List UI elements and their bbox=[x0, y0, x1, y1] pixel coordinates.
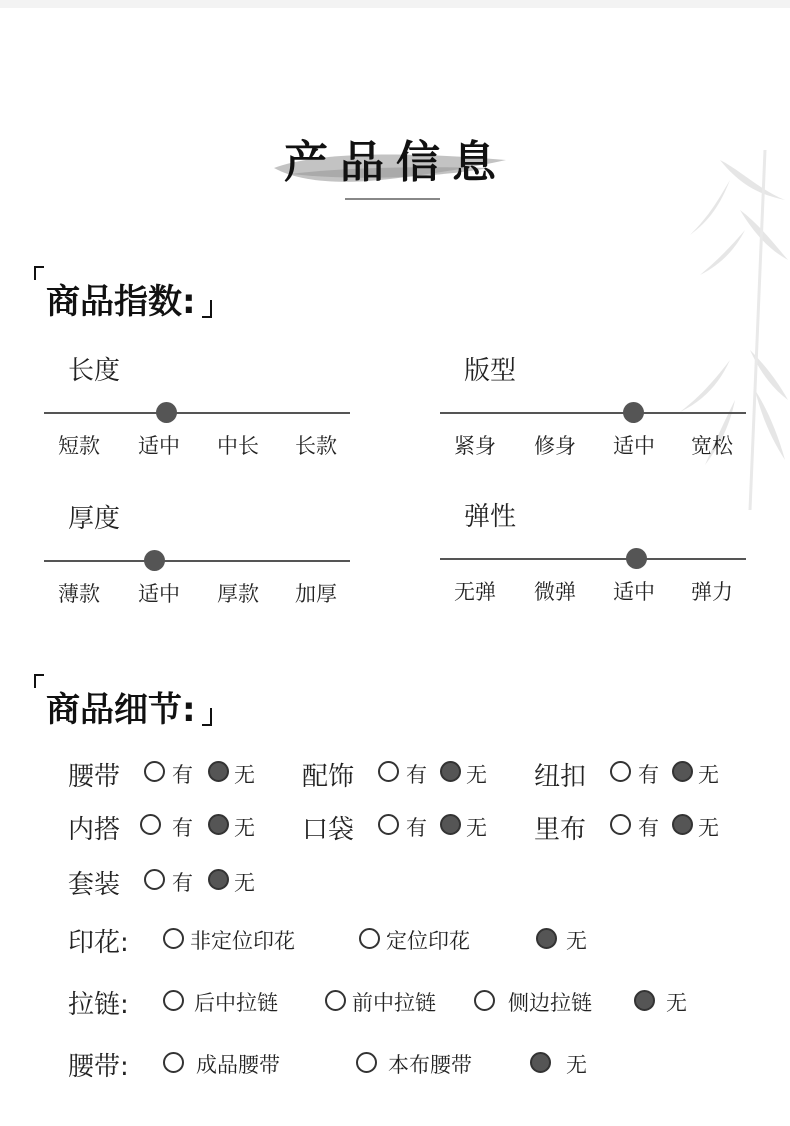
index-section-heading bbox=[34, 266, 224, 326]
radio-yes[interactable] bbox=[144, 869, 165, 890]
slider-label: 厚度 bbox=[68, 504, 121, 534]
detail-heading-text: 商品细节: bbox=[46, 690, 196, 730]
radio-no-label: 无 bbox=[234, 871, 255, 895]
radio-yes-label: 有 bbox=[638, 816, 659, 840]
slider-option: 宽松 bbox=[691, 434, 733, 458]
radio-option-label: 无 bbox=[666, 991, 687, 1015]
radio-option-label: 成品腰带 bbox=[196, 1053, 280, 1077]
bracket-bottom-right bbox=[202, 300, 212, 318]
radio-option-label: 本布腰带 bbox=[388, 1053, 472, 1077]
radio-yes-label: 有 bbox=[172, 763, 193, 787]
thickness-slider bbox=[44, 498, 350, 608]
slider-option: 加厚 bbox=[295, 582, 337, 606]
slider-option: 适中 bbox=[613, 434, 655, 458]
detail-item-name: 配饰 bbox=[302, 762, 355, 792]
radio-option-label: 非定位印花 bbox=[190, 929, 295, 953]
radio-no[interactable] bbox=[672, 814, 693, 835]
radio-option-label: 前中拉链 bbox=[352, 991, 436, 1015]
option-row-name: 印花: bbox=[68, 928, 129, 958]
radio-yes[interactable] bbox=[610, 814, 631, 835]
radio-no-label: 无 bbox=[466, 763, 487, 787]
option-row-name: 腰带: bbox=[68, 1052, 129, 1082]
detail-item-name: 口袋 bbox=[302, 815, 355, 845]
option-row-name: 拉链: bbox=[68, 990, 129, 1020]
print-row bbox=[68, 922, 748, 962]
slider-option: 适中 bbox=[138, 434, 180, 458]
radio-option-label: 侧边拉链 bbox=[508, 991, 592, 1015]
radio-yes-label: 有 bbox=[172, 816, 193, 840]
radio-yes[interactable] bbox=[610, 761, 631, 782]
radio-option[interactable] bbox=[474, 990, 495, 1011]
slider-option: 薄款 bbox=[58, 582, 100, 606]
slider-label: 弹性 bbox=[464, 502, 517, 532]
page-title-block bbox=[270, 118, 530, 208]
radio-option-label: 无 bbox=[566, 929, 587, 953]
radio-option[interactable] bbox=[163, 1052, 184, 1073]
zipper-row bbox=[68, 984, 748, 1024]
radio-option[interactable] bbox=[163, 990, 184, 1011]
detail-section-heading bbox=[34, 674, 224, 734]
radio-no[interactable] bbox=[208, 761, 229, 782]
radio-yes-label: 有 bbox=[406, 763, 427, 787]
slider-option: 修身 bbox=[534, 434, 576, 458]
radio-option-selected[interactable] bbox=[634, 990, 655, 1011]
radio-no[interactable] bbox=[672, 761, 693, 782]
fit-slider bbox=[440, 350, 746, 460]
radio-no-label: 无 bbox=[698, 816, 719, 840]
radio-yes[interactable] bbox=[140, 814, 161, 835]
radio-option[interactable] bbox=[359, 928, 380, 949]
detail-item-name: 里布 bbox=[534, 815, 587, 845]
slider-option: 紧身 bbox=[454, 434, 496, 458]
slider-option: 适中 bbox=[613, 580, 655, 604]
radio-no[interactable] bbox=[440, 814, 461, 835]
radio-option-label: 后中拉链 bbox=[194, 991, 278, 1015]
radio-no-label: 无 bbox=[234, 816, 255, 840]
slider-knob bbox=[626, 548, 647, 569]
radio-option[interactable] bbox=[356, 1052, 377, 1073]
slider-option: 中长 bbox=[217, 434, 259, 458]
detail-item-name: 纽扣 bbox=[534, 762, 587, 792]
radio-option-label: 无 bbox=[566, 1053, 587, 1077]
radio-option-selected[interactable] bbox=[530, 1052, 551, 1073]
slider-option: 长款 bbox=[295, 434, 337, 458]
slider-option: 短款 bbox=[58, 434, 100, 458]
slider-option: 无弹 bbox=[454, 580, 496, 604]
radio-no[interactable] bbox=[208, 814, 229, 835]
slider-knob bbox=[144, 550, 165, 571]
bracket-top-left bbox=[34, 674, 44, 688]
page-title: 产品信息 bbox=[284, 137, 508, 188]
bracket-top-left bbox=[34, 266, 44, 280]
radio-no[interactable] bbox=[208, 869, 229, 890]
slider-option: 适中 bbox=[138, 582, 180, 606]
radio-option-label: 定位印花 bbox=[386, 929, 470, 953]
radio-yes-label: 有 bbox=[406, 816, 427, 840]
radio-yes[interactable] bbox=[378, 761, 399, 782]
slider-knob bbox=[156, 402, 177, 423]
radio-yes-label: 有 bbox=[638, 763, 659, 787]
radio-no-label: 无 bbox=[466, 816, 487, 840]
top-band bbox=[0, 0, 790, 8]
slider-label: 长度 bbox=[68, 356, 121, 386]
elasticity-slider bbox=[440, 496, 746, 606]
slider-label: 版型 bbox=[464, 356, 517, 386]
radio-yes[interactable] bbox=[144, 761, 165, 782]
waistband-row bbox=[68, 1046, 748, 1086]
slider-option: 微弹 bbox=[534, 580, 576, 604]
slider-track bbox=[44, 560, 350, 562]
detail-item-name: 套装 bbox=[68, 870, 121, 900]
title-underline bbox=[345, 198, 440, 200]
slider-track bbox=[440, 412, 746, 414]
radio-no[interactable] bbox=[440, 761, 461, 782]
radio-no-label: 无 bbox=[234, 763, 255, 787]
detail-item-name: 内搭 bbox=[68, 815, 121, 845]
radio-option[interactable] bbox=[325, 990, 346, 1011]
slider-option: 弹力 bbox=[691, 580, 733, 604]
radio-yes-label: 有 bbox=[172, 871, 193, 895]
radio-option[interactable] bbox=[163, 928, 184, 949]
detail-item-name: 腰带 bbox=[68, 762, 121, 792]
length-slider bbox=[44, 350, 350, 460]
index-heading-text: 商品指数: bbox=[46, 282, 196, 322]
slider-track bbox=[44, 412, 350, 414]
slider-track bbox=[440, 558, 746, 560]
radio-no-label: 无 bbox=[698, 763, 719, 787]
radio-option-selected[interactable] bbox=[536, 928, 557, 949]
bracket-bottom-right bbox=[202, 708, 212, 726]
slider-knob bbox=[623, 402, 644, 423]
slider-option: 厚款 bbox=[217, 582, 259, 606]
radio-yes[interactable] bbox=[378, 814, 399, 835]
